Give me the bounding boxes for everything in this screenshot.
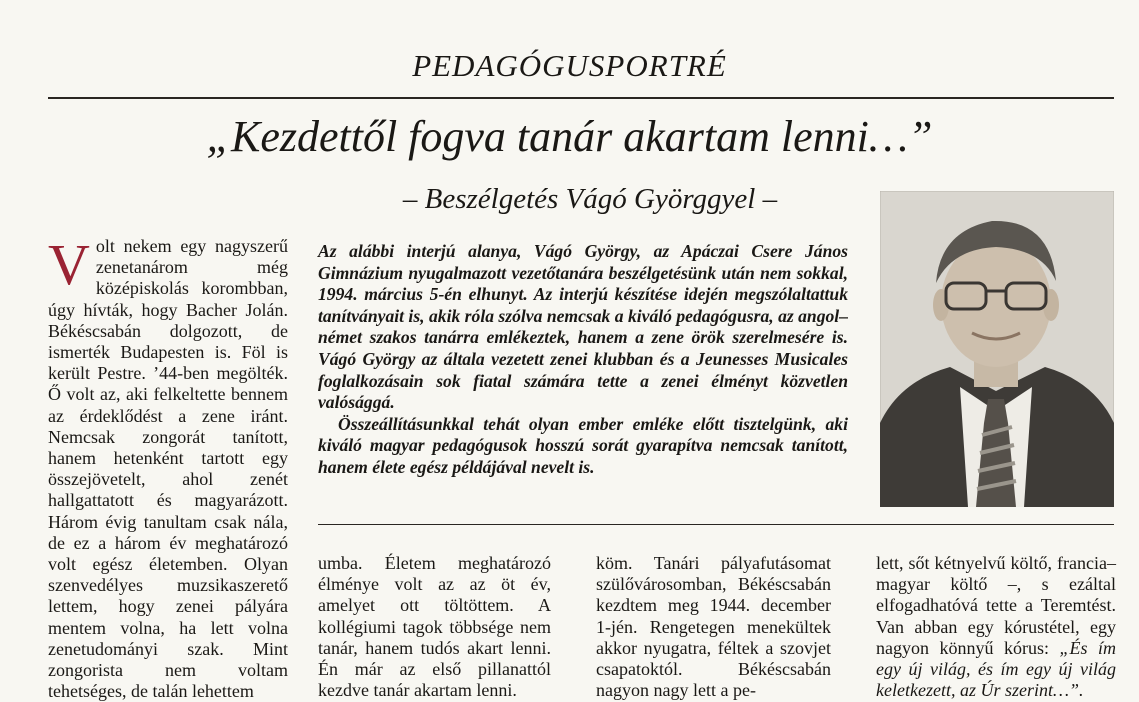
column-1-text: olt nekem egy nagyszerű zenetanárom még középiskolás korombban, úgy hívták, hogy Bacher Jolán. Békéscsabán dolgozott, de ismerték Budapesten is. Föl is került Pestre. ’44-ben megölték. Ő volt az, aki felkeltette bennem az érdeklődést a zene iránt. Nemcsak zongorát tanított, hanem hetenként tartott egy összejövetelt, ahol zenét hallgattatott és magyarázott. Három évig tanultam csak nála, de ez a három év meghatározó volt egész életemben. Olyan szenvedélyes muzsikaszerető lettem, hogy zenei pályára mentem volna, ha lett volna zenetudományi szak. Mint zongorista nem voltam tehetséges, de talán lehettem bbox=[48, 236, 288, 702]
column-4 bbox=[876, 553, 1116, 701]
column-3: köm. Tanári pályafutásomat szülővárosomban, Békéscsabán kezdtem meg 1944. december 1-jén. Rengetegen menekültek akkor nyugatra, féltek a szovjet csapatoktól. Békéscsabán nagyon nagy lett a pe- bbox=[596, 553, 831, 701]
column-4-quote: „És ím egy új világ, és ím egy új világ keletkezett, az Úr szerint…”. bbox=[876, 637, 1116, 701]
column-4-text: lett, sőt kétnyelvű költő, francia–magyar költő –, s ezáltal elfogadhatóvá tette a Teremtést. Van abban egy kórustétel, egy nagyon könnyű kórus: bbox=[876, 553, 1116, 658]
column-2: umba. Életem meghatározó élménye volt az az öt év, amelyet ott töltöttem. A kollégiumi tagok többsége nem tanár, hanem tudós akart lenni. Én már az első pillanattól kezdve tanár akartam lenni. bbox=[318, 553, 551, 701]
top-rule bbox=[48, 97, 1114, 99]
intro-paragraph-2: Összeállításunkkal tehát olyan ember emléke előtt tisztelgünk, aki kiváló magyar pedagógusok hosszú sorát gyarapítva nemcsak tanított, hanem élete egész példájával nevelt is. bbox=[318, 413, 848, 477]
headline: „Kezdettől fogva tanár akartam lenni…” bbox=[206, 112, 933, 161]
column-1 bbox=[48, 232, 288, 702]
middle-rule bbox=[318, 524, 1114, 525]
subtitle: – Beszélgetés Vágó Györggyel – bbox=[402, 183, 778, 215]
intro-paragraph-1: Az alábbi interjú alanya, Vágó György, az Apáczai Csere János Gimnázium nyugalmazott vezetőtanára beszélgetésünk után nem sokkal, 1994. március 5-én elhunyt. Az interjú készítése idején megszólaltattuk tanítványait is, akik róla szólva nemcsak a kiváló pedagógusra, az angol–német szakos tanárra emlékeztek, hanem a zene örök szerelmesére is. Vágó György az általa vezetett zenei klubban és a Jeunesses Musicales foglalkozásain sok fiatal számára tette a zenei élményt közvetlen valósággá. bbox=[318, 241, 848, 413]
drop-cap: V bbox=[48, 232, 90, 297]
portrait-photo bbox=[880, 191, 1114, 507]
intro-lead bbox=[318, 241, 848, 479]
section-title: PEDAGÓGUSPORTRÉ bbox=[412, 48, 727, 83]
